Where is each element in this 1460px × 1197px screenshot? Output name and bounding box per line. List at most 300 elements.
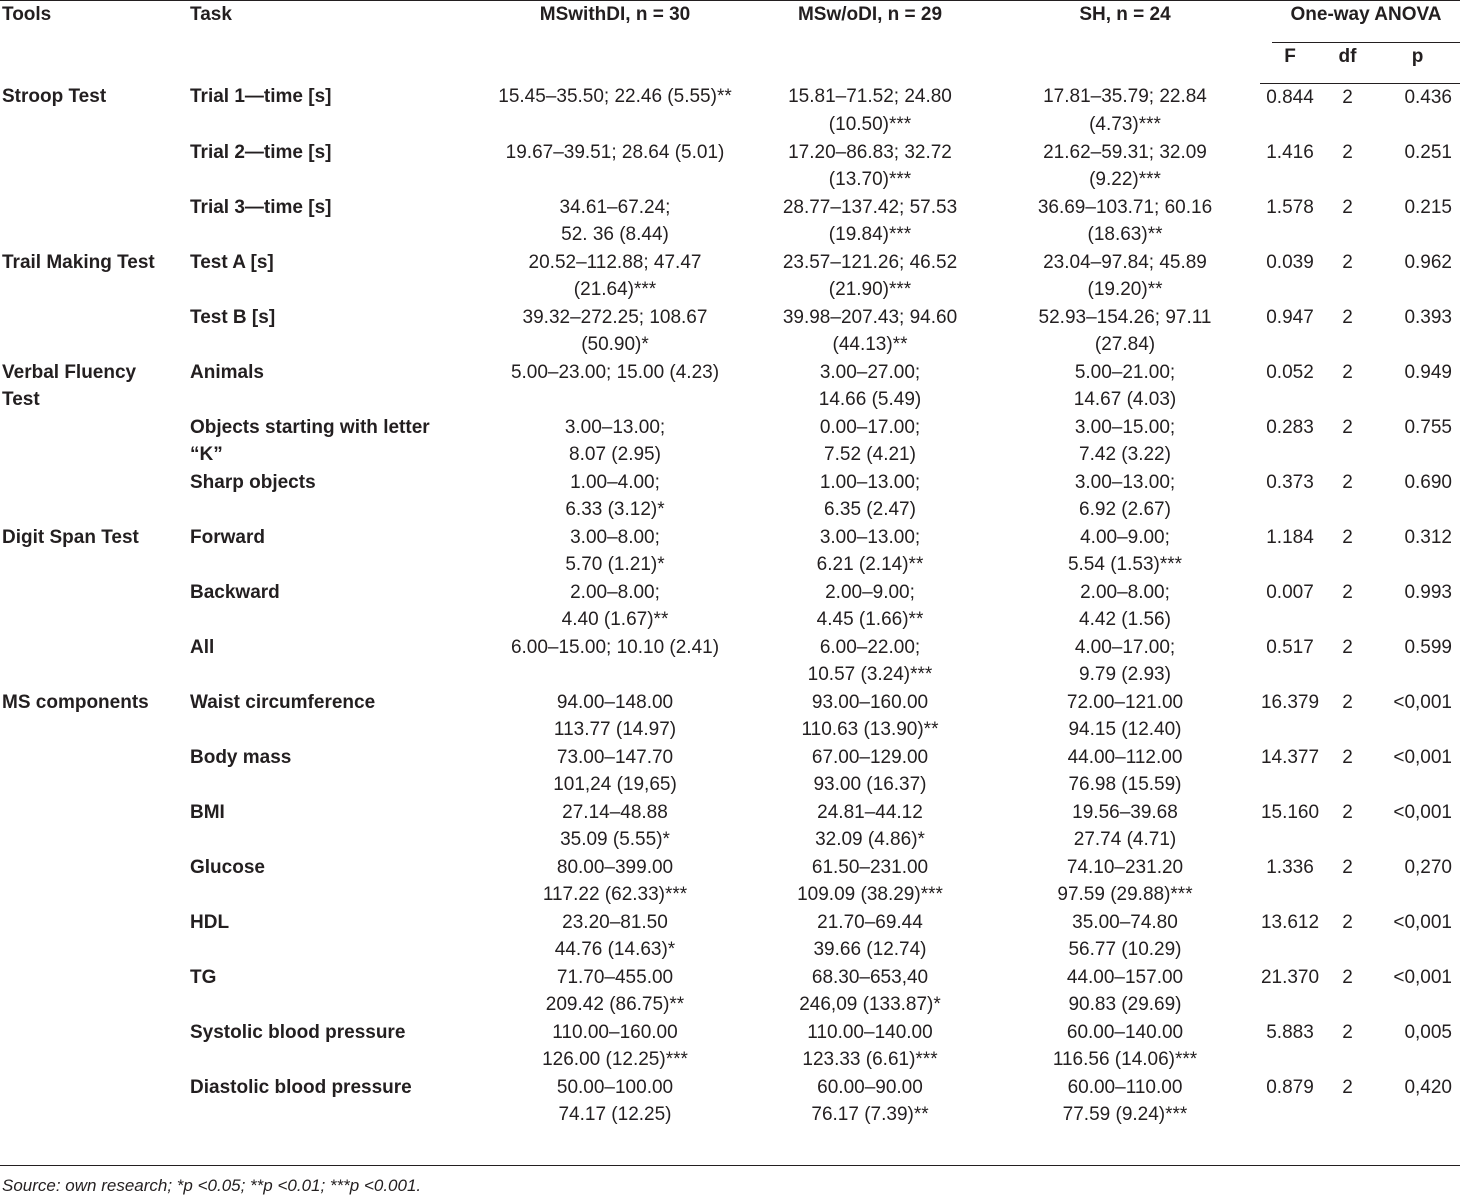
value-mswithdi-range: 34.61–67.24;: [559, 196, 671, 218]
table-row: [0, 414, 1460, 469]
value-sh-range: 52.93–154.26; 97.11: [1038, 306, 1212, 328]
anova-df-cell: [1320, 1074, 1375, 1129]
table-row: [0, 1074, 1460, 1129]
anova-df-value: 2: [1342, 581, 1353, 603]
anova-df-value: 2: [1342, 251, 1353, 273]
value-mswodi-mean: 76.17 (7.39)**: [811, 1104, 929, 1125]
value-sh-mean: (9.22)***: [1089, 169, 1161, 190]
value-sh-range: 44.00–112.00: [1067, 746, 1183, 768]
table-row: [0, 469, 1460, 524]
task-cell: [190, 469, 480, 524]
anova-f-cell: [1260, 83, 1320, 139]
value-cell-sh: [990, 359, 1260, 414]
tool-cell: [0, 579, 190, 634]
anova-p-value: 0.312: [1404, 526, 1452, 548]
value-cell-mswodi: [750, 1074, 990, 1129]
table-row: [0, 689, 1460, 744]
value-cell-mswodi: [750, 524, 990, 579]
anova-f-value: 1.416: [1266, 141, 1314, 163]
table-row: [0, 854, 1460, 909]
anova-p-cell: [1375, 799, 1460, 854]
tool-cell: [0, 469, 190, 524]
task-cell: [190, 799, 480, 854]
anova-f-cell: [1260, 414, 1320, 469]
anova-df-value: 2: [1342, 636, 1353, 658]
value-sh-mean: 6.92 (2.67): [1079, 499, 1171, 520]
task-cell: [190, 139, 480, 194]
anova-p-cell: [1375, 909, 1460, 964]
task-cell: [190, 359, 480, 414]
tool-cell: [0, 634, 190, 689]
value-mswodi-mean: 14.66 (5.49): [818, 389, 922, 410]
task-cell: [190, 194, 480, 249]
footnote: Source: own research; *p <0.05; **p <0.01; ***p <0.001.: [2, 1176, 422, 1195]
tool-cell: [0, 414, 190, 469]
anova-df-value: 2: [1342, 691, 1353, 713]
tool-cell: [0, 689, 190, 744]
anova-df-value: 2: [1342, 86, 1353, 108]
anova-p-cell: [1375, 744, 1460, 799]
value-cell-mswithdi: [480, 1074, 750, 1129]
anova-df-value: 2: [1342, 471, 1353, 493]
value-cell-mswodi: [750, 964, 990, 1019]
anova-p-value: 0.436: [1404, 86, 1452, 108]
tool-cell: [0, 139, 190, 194]
value-sh-range: 60.00–140.00: [1066, 1021, 1184, 1043]
anova-df-cell: [1320, 414, 1375, 469]
task-label: All: [190, 636, 215, 658]
task-cell: [190, 249, 480, 304]
value-mswodi-range: 2.00–9.00;: [825, 581, 915, 603]
value-mswodi-range: 68.30–653,40: [811, 966, 929, 988]
anova-f-cell: [1260, 139, 1320, 194]
value-cell-mswithdi: [480, 744, 750, 799]
value-mswodi-range: 24.81–44.12: [817, 801, 923, 823]
value-mswithdi-range: 20.52–112.88; 47.47: [528, 251, 702, 273]
anova-df-cell: [1320, 1019, 1375, 1074]
value-cell-sh: [990, 414, 1260, 469]
value-mswodi-range: 17.20–86.83; 32.72: [788, 141, 952, 163]
anova-p-value: 0.215: [1404, 196, 1452, 218]
task-cell: [190, 83, 480, 139]
anova-f-value: 1.184: [1266, 526, 1314, 548]
value-sh-mean: 97.59 (29.88)***: [1057, 884, 1193, 905]
value-cell-mswodi: [750, 689, 990, 744]
value-cell-mswithdi: [480, 799, 750, 854]
value-mswodi-range: 110.00–140.00: [807, 1021, 933, 1043]
value-cell-mswodi: [750, 359, 990, 414]
value-mswodi-mean: (13.70)***: [828, 169, 912, 190]
task-label: TG: [190, 966, 217, 988]
value-cell-sh: [990, 139, 1260, 194]
value-mswithdi-mean: 5.70 (1.21)*: [565, 554, 665, 575]
anova-f-value: 0.517: [1266, 636, 1314, 658]
tool-cell: [0, 744, 190, 799]
value-mswodi-mean: 39.66 (12.74): [813, 939, 927, 960]
table-row: [0, 249, 1460, 304]
value-cell-mswithdi: [480, 854, 750, 909]
table-row: [0, 359, 1460, 414]
value-cell-mswodi: [750, 139, 990, 194]
anova-f-cell: [1260, 1019, 1320, 1074]
value-mswithdi-mean: 6.33 (3.12)*: [565, 499, 665, 520]
value-cell-mswodi: [750, 634, 990, 689]
header-tools: Tools: [0, 1, 190, 84]
anova-f-value: 0.039: [1266, 251, 1314, 273]
table-row: [0, 909, 1460, 964]
anova-f-cell: [1260, 909, 1320, 964]
value-sh-mean: 56.77 (10.29): [1068, 939, 1182, 960]
anova-p-cell: [1375, 359, 1460, 414]
task-cell: [190, 304, 480, 359]
value-mswithdi-mean: 8.07 (2.95): [569, 444, 661, 465]
value-mswithdi-range: 27.14–48.88: [562, 801, 668, 823]
value-cell-sh: [990, 964, 1260, 1019]
value-sh-range: 3.00–15.00;: [1074, 416, 1176, 438]
value-mswithdi-mean: 44.76 (14.63)*: [554, 939, 676, 960]
value-mswodi-range: 15.81–71.52; 24.80: [788, 86, 952, 107]
anova-df-value: 2: [1342, 141, 1353, 163]
tool-cell: [0, 249, 190, 304]
value-cell-mswithdi: [480, 964, 750, 1019]
value-mswithdi-mean: 74.17 (12.25): [558, 1104, 672, 1125]
anova-p-cell: [1375, 194, 1460, 249]
task-label: BMI: [190, 801, 225, 823]
anova-p-value: 0.393: [1404, 306, 1452, 328]
value-mswithdi-range: 2.00–8.00;: [570, 581, 660, 603]
table-row: [0, 83, 1460, 139]
anova-p-value: 0.755: [1404, 416, 1452, 438]
anova-f-cell: [1260, 194, 1320, 249]
value-cell-sh: [990, 579, 1260, 634]
anova-df-cell: [1320, 524, 1375, 579]
task-cell: [190, 744, 480, 799]
header-group-sh: SH, n = 24: [990, 1, 1260, 84]
anova-p-value: <0,001: [1393, 801, 1452, 823]
value-mswithdi-range: 6.00–15.00; 10.10 (2.41): [510, 636, 720, 658]
anova-p-cell: [1375, 1074, 1460, 1129]
anova-p-cell: [1375, 414, 1460, 469]
header-df: df: [1320, 43, 1375, 84]
value-mswithdi-mean: (21.64)***: [573, 279, 657, 300]
anova-p-value: 0.962: [1404, 251, 1452, 273]
value-mswodi-range: 6.00–22.00;: [819, 636, 921, 658]
table-row: [0, 524, 1460, 579]
anova-f-cell: [1260, 634, 1320, 689]
value-mswithdi-range: 19.67–39.51; 28.64 (5.01): [505, 141, 725, 163]
value-cell-mswodi: [750, 249, 990, 304]
table-row: [0, 304, 1460, 359]
value-cell-sh: [990, 744, 1260, 799]
value-cell-mswodi: [750, 854, 990, 909]
value-mswithdi-range: 50.00–100.00: [556, 1076, 674, 1098]
task-label: Sharp objects: [190, 471, 316, 493]
task-label: Objects starting with letter: [190, 416, 430, 438]
anova-df-value: 2: [1342, 1076, 1353, 1098]
task-label: Trial 1—time [s]: [190, 86, 332, 107]
value-mswithdi-range: 1.00–4.00;: [570, 471, 660, 493]
value-sh-range: 72.00–121.00: [1066, 691, 1184, 713]
anova-f-value: 0.947: [1266, 306, 1314, 328]
value-cell-mswithdi: [480, 139, 750, 194]
value-sh-range: 21.62–59.31; 32.09: [1043, 141, 1207, 163]
value-cell-mswithdi: [480, 469, 750, 524]
value-sh-range: 2.00–8.00;: [1080, 581, 1170, 603]
header-group-mswodi: MSw/oDI, n = 29: [750, 1, 990, 84]
value-sh-range: 74.10–231.20: [1066, 856, 1184, 878]
value-cell-sh: [990, 689, 1260, 744]
task-label: Trial 3—time [s]: [190, 196, 332, 218]
anova-df-cell: [1320, 854, 1375, 909]
value-mswodi-range: 60.00–90.00: [817, 1076, 923, 1098]
value-cell-mswodi: [750, 909, 990, 964]
value-sh-mean: (27.84): [1094, 334, 1156, 355]
value-sh-mean: 14.67 (4.03): [1073, 389, 1177, 410]
anova-p-cell: [1375, 689, 1460, 744]
value-mswodi-mean: 109.09 (38.29)***: [797, 884, 943, 905]
value-sh-mean: 27.74 (4.71): [1073, 829, 1177, 850]
value-cell-mswodi: [750, 579, 990, 634]
value-mswodi-range: 3.00–27.00;: [819, 361, 921, 383]
tool-cell: [0, 194, 190, 249]
value-mswithdi-mean: 113.77 (14.97): [553, 719, 677, 740]
anova-p-cell: [1375, 249, 1460, 304]
value-cell-mswithdi: [480, 249, 750, 304]
value-cell-mswithdi: [480, 579, 750, 634]
anova-f-value: 13.612: [1260, 911, 1320, 933]
value-mswodi-mean: 4.45 (1.66)**: [816, 609, 924, 630]
value-sh-range: 3.00–13.00;: [1074, 471, 1176, 493]
value-sh-mean: 7.42 (3.22): [1079, 444, 1171, 465]
value-sh-range: 17.81–35.79; 22.84: [1043, 86, 1207, 107]
value-cell-sh: [990, 1074, 1260, 1129]
anova-f-value: 21.370: [1260, 966, 1320, 988]
value-cell-sh: [990, 634, 1260, 689]
value-cell-mswodi: [750, 83, 990, 139]
value-mswithdi-mean: 4.40 (1.67)**: [561, 609, 669, 630]
value-cell-mswodi: [750, 744, 990, 799]
table-row: [0, 964, 1460, 1019]
value-mswodi-mean: 32.09 (4.86)*: [815, 829, 925, 850]
value-sh-mean: (19.20)**: [1087, 279, 1163, 300]
value-mswodi-mean: 10.57 (3.24)***: [807, 664, 933, 685]
table-bottom-rule: [0, 1165, 1460, 1166]
value-cell-mswithdi: [480, 634, 750, 689]
tool-label: Digit Span Test: [2, 526, 139, 548]
value-mswodi-mean: (19.84)***: [828, 224, 912, 245]
anova-p-cell: [1375, 1019, 1460, 1074]
tool-cell: [0, 909, 190, 964]
value-cell-sh: [990, 194, 1260, 249]
tool-cell: [0, 799, 190, 854]
value-cell-sh: [990, 469, 1260, 524]
value-sh-range: 35.00–74.80: [1072, 911, 1178, 933]
value-mswodi-mean: 6.35 (2.47): [824, 499, 916, 520]
anova-f-value: 0.007: [1266, 581, 1314, 603]
tool-cell: [0, 304, 190, 359]
value-cell-mswodi: [750, 304, 990, 359]
value-cell-mswithdi: [480, 83, 750, 139]
anova-f-value: 0.844: [1266, 86, 1314, 108]
anova-df-value: 2: [1342, 746, 1353, 768]
value-cell-mswithdi: [480, 304, 750, 359]
value-mswithdi-range: 5.00–23.00; 15.00 (4.23): [510, 361, 720, 383]
anova-df-value: 2: [1342, 801, 1353, 823]
task-label: Glucose: [190, 856, 265, 878]
value-sh-range: 23.04–97.84; 45.89: [1043, 251, 1207, 273]
value-cell-mswithdi: [480, 524, 750, 579]
task-label: Backward: [190, 581, 280, 603]
task-label: Body mass: [190, 746, 292, 768]
value-mswithdi-range: 94.00–148.00: [556, 691, 674, 713]
anova-df-cell: [1320, 304, 1375, 359]
task-cell: [190, 689, 480, 744]
anova-df-value: 2: [1342, 856, 1353, 878]
value-cell-mswithdi: [480, 194, 750, 249]
anova-df-cell: [1320, 469, 1375, 524]
anova-df-cell: [1320, 799, 1375, 854]
value-cell-mswithdi: [480, 414, 750, 469]
value-mswodi-mean: 246,09 (133.87)*: [799, 994, 941, 1015]
tool-label: Verbal Fluency: [2, 361, 137, 383]
value-cell-mswithdi: [480, 689, 750, 744]
value-sh-mean: 4.42 (1.56): [1079, 609, 1171, 630]
value-mswodi-mean: 6.21 (2.14)**: [816, 554, 924, 575]
value-mswodi-range: 39.98–207.43; 94.60: [782, 306, 958, 328]
value-cell-mswithdi: [480, 359, 750, 414]
anova-p-value: 0.251: [1404, 141, 1452, 163]
anova-f-cell: [1260, 854, 1320, 909]
anova-f-cell: [1260, 689, 1320, 744]
anova-f-value: 0.283: [1266, 416, 1314, 438]
header-p: p: [1375, 43, 1460, 84]
value-mswodi-range: 67.00–129.00: [811, 746, 929, 768]
anova-p-value: <0,001: [1393, 966, 1452, 988]
value-mswodi-range: 61.50–231.00: [811, 856, 929, 878]
anova-df-value: 2: [1342, 416, 1353, 438]
value-mswithdi-range: 73.00–147.70: [556, 746, 674, 768]
tool-cell: [0, 854, 190, 909]
table-row: [0, 1019, 1460, 1074]
value-mswithdi-range: 3.00–8.00;: [570, 526, 660, 548]
anova-df-value: 2: [1342, 526, 1353, 548]
anova-df-cell: [1320, 744, 1375, 799]
anova-p-value: 0.993: [1404, 581, 1452, 603]
value-mswithdi-mean: 126.00 (12.25)***: [542, 1049, 688, 1070]
value-mswodi-mean: 110.63 (13.90)**: [801, 719, 939, 740]
anova-df-cell: [1320, 359, 1375, 414]
tool-cell: [0, 83, 190, 139]
tool-cell: [0, 359, 190, 414]
header-row: [0, 1, 1460, 43]
tool-label-line2: Test: [2, 389, 40, 410]
anova-p-cell: [1375, 964, 1460, 1019]
value-sh-mean: 9.79 (2.93): [1079, 664, 1171, 685]
anova-f-cell: [1260, 1074, 1320, 1129]
anova-df-cell: [1320, 139, 1375, 194]
task-cell: [190, 579, 480, 634]
value-mswodi-range: 23.57–121.26; 46.52: [782, 251, 958, 273]
task-label: HDL: [190, 911, 230, 933]
table-row: [0, 634, 1460, 689]
value-cell-sh: [990, 909, 1260, 964]
value-mswithdi-range: 110.00–160.00: [552, 1021, 678, 1043]
anova-p-value: 0.949: [1404, 361, 1452, 383]
task-label: Forward: [190, 526, 265, 548]
anova-f-value: 0.373: [1266, 471, 1314, 493]
task-label: Animals: [190, 361, 264, 383]
anova-p-cell: [1375, 854, 1460, 909]
anova-df-cell: [1320, 964, 1375, 1019]
anova-p-cell: [1375, 524, 1460, 579]
anova-df-cell: [1320, 194, 1375, 249]
anova-f-cell: [1260, 964, 1320, 1019]
table-row: [0, 799, 1460, 854]
task-cell: [190, 414, 480, 469]
value-mswithdi-mean: 101,24 (19,65): [553, 774, 677, 795]
anova-f-value: 16.379: [1260, 691, 1320, 713]
value-mswithdi-range: 71.70–455.00: [556, 966, 674, 988]
value-mswodi-mean: 123.33 (6.61)***: [802, 1049, 938, 1070]
header-group-mswithdi: MSwithDI, n = 30: [480, 1, 750, 84]
table-row: [0, 579, 1460, 634]
value-mswodi-range: 28.77–137.42; 57.53: [782, 196, 958, 218]
table-row: [0, 744, 1460, 799]
value-mswodi-mean: (21.90)***: [828, 279, 912, 300]
value-sh-range: 19.56–39.68: [1072, 801, 1178, 823]
anova-df-value: 2: [1342, 306, 1353, 328]
header-anova: [1260, 1, 1460, 43]
anova-f-cell: [1260, 469, 1320, 524]
value-mswithdi-mean: 209.42 (86.75)**: [545, 994, 685, 1015]
anova-df-cell: [1320, 909, 1375, 964]
task-cell: [190, 964, 480, 1019]
tool-label: Trail Making Test: [2, 251, 155, 273]
value-cell-mswithdi: [480, 1019, 750, 1074]
table-row: [0, 194, 1460, 249]
value-cell-mswodi: [750, 194, 990, 249]
header-task: Task: [190, 1, 480, 84]
anova-p-value: 0.599: [1404, 636, 1452, 658]
value-mswodi-range: 21.70–69.44: [817, 911, 923, 933]
value-cell-sh: [990, 799, 1260, 854]
value-sh-range: 4.00–17.00;: [1074, 636, 1176, 658]
anova-p-cell: [1375, 579, 1460, 634]
anova-p-value: <0,001: [1393, 691, 1452, 713]
value-sh-range: 5.00–21.00;: [1074, 361, 1176, 383]
value-mswithdi-mean: 35.09 (5.55)*: [560, 829, 670, 850]
header-f: F: [1260, 43, 1320, 84]
value-cell-sh: [990, 249, 1260, 304]
anova-df-value: 2: [1342, 966, 1353, 988]
anova-df-cell: [1320, 579, 1375, 634]
task-cell: [190, 1019, 480, 1074]
task-cell: [190, 909, 480, 964]
task-cell: [190, 524, 480, 579]
value-cell-sh: [990, 83, 1260, 139]
anova-p-value: 0.690: [1404, 471, 1452, 493]
value-cell-sh: [990, 1019, 1260, 1074]
task-label: Systolic blood pressure: [190, 1021, 406, 1043]
anova-f-value: 1.336: [1266, 856, 1314, 878]
task-label: Test B [s]: [190, 306, 276, 328]
anova-p-cell: [1375, 469, 1460, 524]
anova-f-cell: [1260, 744, 1320, 799]
anova-df-cell: [1320, 689, 1375, 744]
value-mswodi-mean: (44.13)**: [832, 334, 908, 355]
value-mswodi-mean: 93.00 (16.37): [813, 774, 927, 795]
tool-cell: [0, 524, 190, 579]
